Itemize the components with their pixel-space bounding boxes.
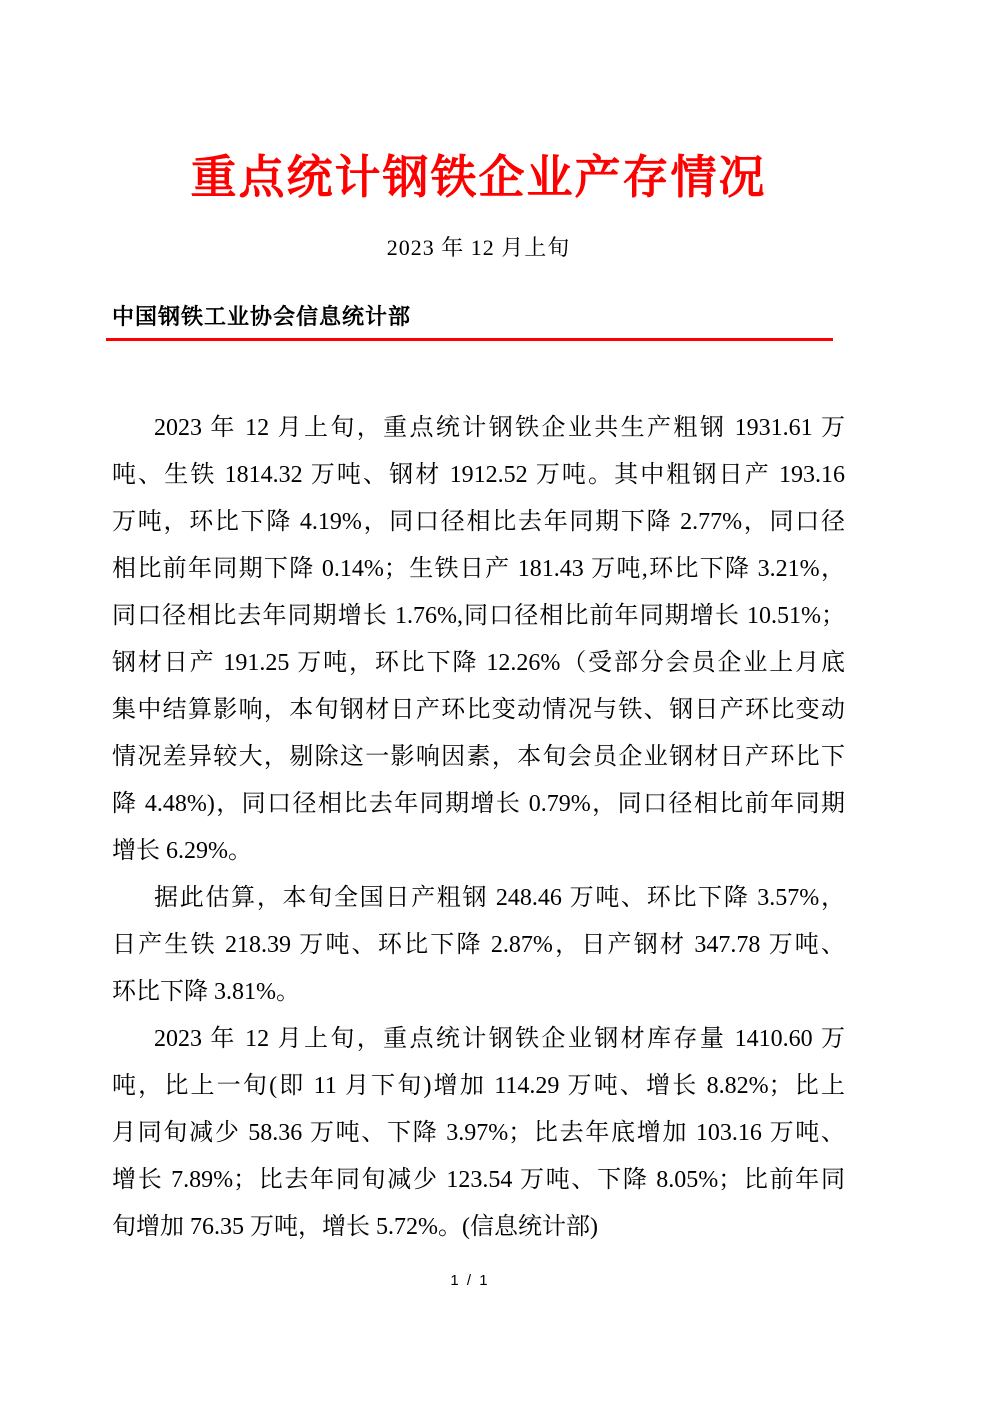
document-title: 重点统计钢铁企业产存情况 (190, 151, 767, 203)
body-line: 吨，比上一旬(即 11 月下旬)增加 114.29 万吨、增长 8.82%；比上 (112, 1073, 845, 1100)
body-line: 降 4.48%)，同口径相比去年同期增长 0.79%，同口径相比前年同期 (112, 791, 845, 818)
content-area (112, 0, 845, 1251)
body-line: 集中结算影响，本旬钢材日产环比变动情况与铁、钢日产环比变动 (112, 697, 845, 724)
body-line: 2023 年 12 月上旬，重点统计钢铁企业共生产粗钢 1931.61 万 (154, 415, 845, 442)
body-line: 吨、生铁 1814.32 万吨、钢材 1912.52 万吨。其中粗钢日产 193.16 (112, 462, 845, 489)
body-line: 环比下降 3.81%。 (112, 979, 300, 1006)
body-line: 情况差异较大，剔除这一影响因素，本旬会员企业钢材日产环比下 (112, 744, 845, 771)
body-line: 相比前年同期下降 0.14%；生铁日产 181.43 万吨,环比下降 3.21%， (112, 556, 845, 583)
body-line: 增长 6.29%。 (112, 838, 252, 865)
body-line: 万吨，环比下降 4.19%，同口径相比去年同期下降 2.77%，同口径 (112, 509, 845, 536)
red-divider-rule (106, 338, 833, 341)
paragraph-production (112, 405, 845, 875)
body-line: 日产生铁 218.39 万吨、环比下降 2.87%，日产钢材 347.78 万吨、 (112, 932, 845, 959)
page-number: 1 / 1 (450, 1272, 490, 1289)
body-line: 旬增加 76.35 万吨，增长 5.72%。(信息统计部) (112, 1214, 598, 1241)
body-line: 钢材日产 191.25 万吨，环比下降 12.26%（受部分会员企业上月底 (112, 650, 845, 677)
body-line: 同口径相比去年同期增长 1.76%,同口径相比前年同期增长 10.51%； (112, 603, 845, 630)
body-line: 月同旬减少 58.36 万吨、下降 3.97%；比去年底增加 103.16 万吨、 (112, 1120, 845, 1147)
document-body (112, 405, 845, 1251)
paragraph-inventory (112, 1016, 845, 1251)
paragraph-national-estimate (112, 875, 845, 1016)
department-name: 中国钢铁工业协会信息统计部 (112, 304, 412, 330)
body-line: 2023 年 12 月上旬，重点统计钢铁企业钢材库存量 1410.60 万 (154, 1026, 845, 1053)
body-line: 增长 7.89%；比去年同旬减少 123.54 万吨、下降 8.05%；比前年同 (112, 1167, 845, 1194)
document-subtitle: 2023 年 12 月上旬 (386, 235, 571, 261)
body-line: 据此估算，本旬全国日产粗钢 248.46 万吨、环比下降 3.57%， (154, 885, 845, 912)
department-header (112, 300, 845, 339)
